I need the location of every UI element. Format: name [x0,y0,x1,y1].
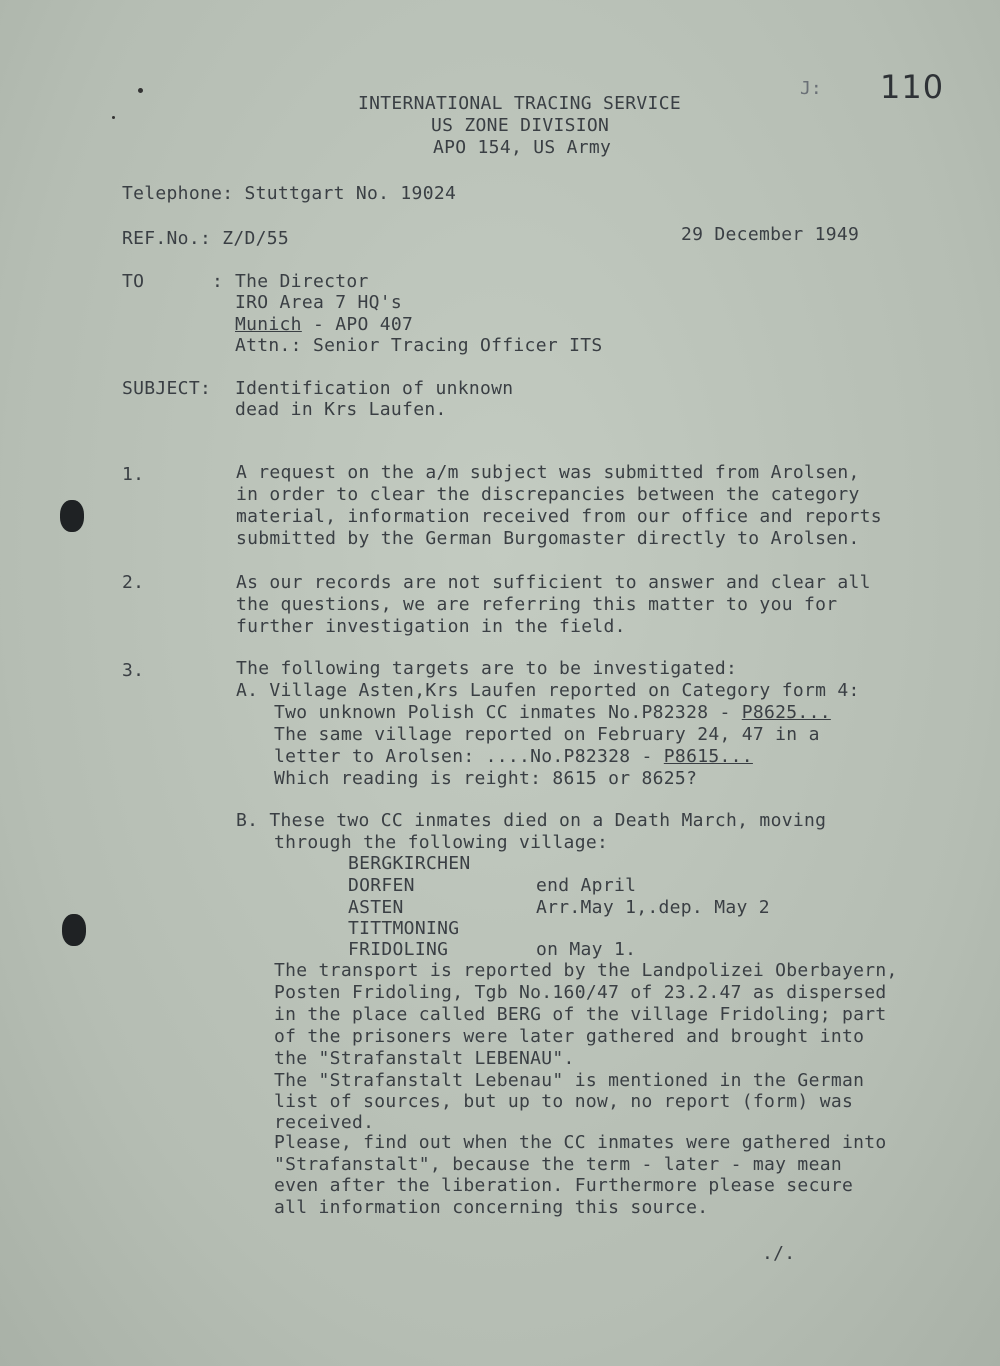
section-a-text: Two unknown Polish CC inmates No.P82328 - [274,702,742,723]
telephone: Telephone: Stuttgart No. 19024 [122,183,457,204]
recipient-line [235,314,413,336]
paragraph-line: submitted by the German Burgomaster directly to Arolsen. [236,528,860,549]
section-b-body-line: The "Strafanstalt Lebenau" is mentioned in the German [274,1070,865,1091]
stamp-prefix: J: [800,78,822,99]
recipient-city: Munich [235,314,302,335]
section-b-body-line: "Strafanstalt", because the term - later - may mean [274,1154,842,1175]
ink-dot [112,116,115,119]
paragraph-line: further investigation in the field. [236,616,626,637]
paragraph-number: 2. [122,572,145,593]
section-b-body-line: The transport is reported by the Landpolizei Oberbayern, [274,960,898,981]
paragraph-number: 3. [122,660,145,681]
section-b-body-line: the "Strafanstalt LEBENAU". [274,1048,575,1069]
subject-line: dead in Krs Laufen. [235,399,447,420]
header-division: US ZONE DIVISION [431,115,610,136]
paragraph-line: material, information received from our office and reports [236,506,882,527]
village-note: on May 1. [536,939,637,960]
section-a-line [274,746,753,768]
inmate-number-underlined: P8615... [663,746,753,767]
section-b-body-line: in the place called BERG of the village Fridoling; part [274,1004,887,1025]
section-b-line: B. These two CC inmates died on a Death March, moving [236,810,827,831]
subject-label: SUBJECT: [122,378,212,399]
subject-line: Identification of unknown [235,378,514,399]
paragraph-line: As our records are not sufficient to answer and clear all [236,572,871,593]
to-colon: : [212,271,224,292]
inmate-number-underlined: P8625... [741,702,831,723]
paragraph-number: 1. [122,464,145,485]
recipient-line: Attn.: Senior Tracing Officer ITS [235,335,603,356]
to-label: TO [122,271,145,292]
paragraph-line: The following targets are to be investigated: [236,658,738,679]
village-note: end April [536,875,637,896]
village-note: Arr.May 1,.dep. May 2 [536,897,770,918]
section-b-body-line: Posten Fridoling, Tgb No.160/47 of 23.2.47 as dispersed [274,982,887,1003]
village-name: TITTMONING [348,918,460,939]
paragraph-line: in order to clear the discrepancies between the category [236,484,860,505]
village-name: DORFEN [348,875,415,896]
header-org: INTERNATIONAL TRACING SERVICE [358,93,681,114]
section-b-body-line: list of sources, but up to now, no report (form) was [274,1091,854,1112]
page-number-stamp: 110 [880,68,945,106]
section-a-line: Which reading is reight: 8615 or 8625? [274,768,698,789]
ink-dot [138,88,143,93]
punch-hole [60,500,84,532]
village-name: BERGKIRCHEN [348,853,471,874]
village-name: ASTEN [348,897,404,918]
letter-date: 29 December 1949 [681,224,860,245]
section-b-body-line: of the prisoners were later gathered and brought into [274,1026,865,1047]
section-a-line [274,702,831,724]
paragraph-line: the questions, we are referring this matter to you for [236,594,838,615]
section-b-body-line: all information concerning this source. [274,1197,709,1218]
section-a-text: letter to Arolsen: ....No.P82328 - [274,746,664,767]
recipient-line: IRO Area 7 HQ's [235,292,403,313]
reference-number: REF.No.: Z/D/55 [122,228,290,249]
paragraph-line: A request on the a/m subject was submitted from Arolsen, [236,462,860,483]
section-b-body-line: even after the liberation. Furthermore please secure [274,1175,854,1196]
section-a-line: The same village reported on February 24, 47 in a [274,724,820,745]
section-b-body-line: received. [274,1112,375,1133]
punch-hole [62,914,86,946]
village-name: FRIDOLING [348,939,449,960]
section-b-line: through the following village: [274,832,609,853]
recipient-line: The Director [235,271,369,292]
recipient-apo: - APO 407 [301,314,414,335]
section-a-line: A. Village Asten,Krs Laufen reported on Category form 4: [236,680,860,701]
continuation-mark: ./. [762,1243,796,1264]
section-b-body-line: Please, find out when the CC inmates were gathered into [274,1132,887,1153]
header-apo: APO 154, US Army [433,137,612,158]
